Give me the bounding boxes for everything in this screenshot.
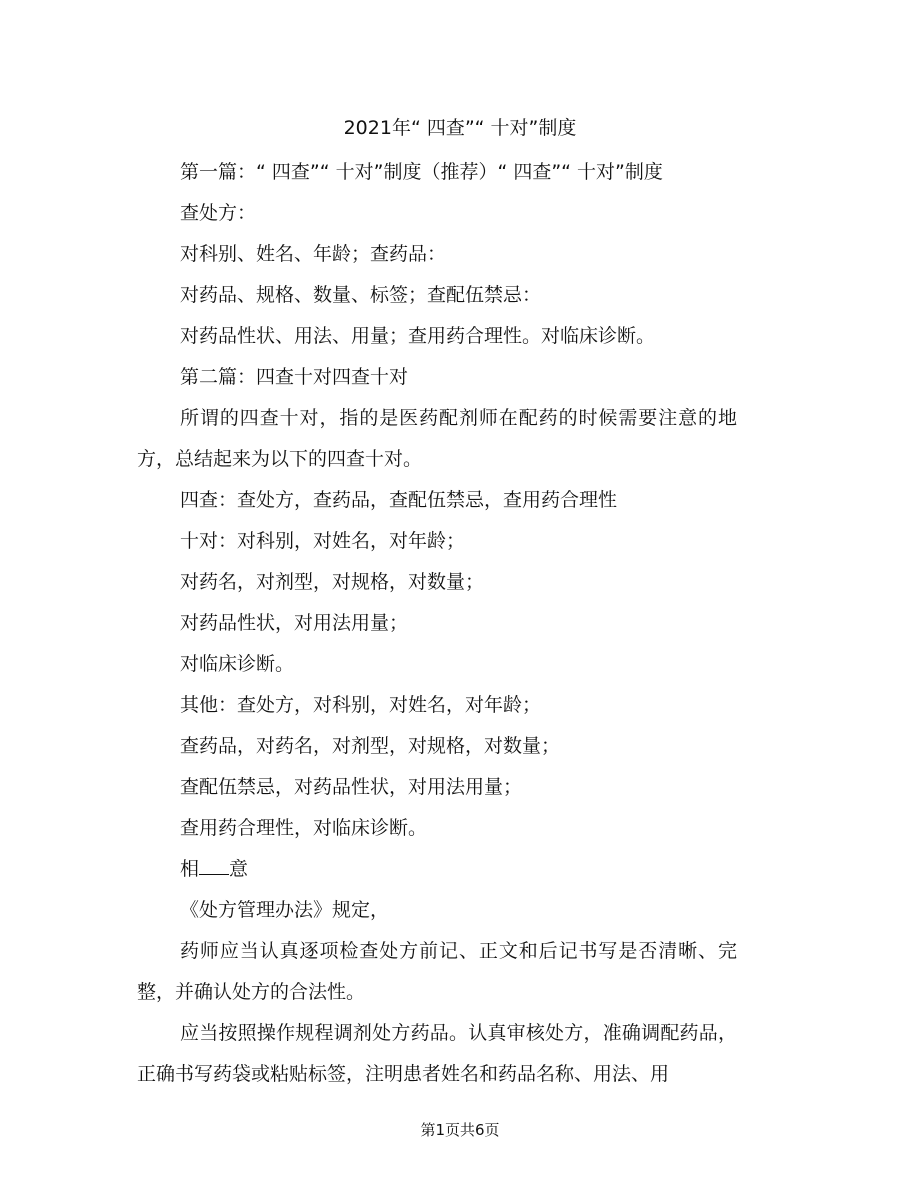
- paragraph: 应当按照操作规程调剂处方药品。认真审核处方，准确调配药品，正确书写药袋或粘贴标签，注明患者姓名和药品名称、用法、用: [137, 1022, 737, 1085]
- paragraph: 对临床诊断。: [180, 653, 295, 675]
- paragraph: 所谓的四查十对，指的是医药配剂师在配药的时候需要注意的地方，总结起来为以下的四查十对。: [137, 407, 737, 470]
- notice-suffix: 意: [229, 858, 249, 880]
- paragraph: 查配伍禁忌，对药品性状，对用法用量；: [180, 776, 523, 798]
- notice-heading: [137, 849, 737, 890]
- blank-line: [199, 856, 229, 875]
- paragraph: 十对：对科别，对姓名，对年龄；: [180, 530, 466, 552]
- paragraph: 对药品性状，对用法用量；: [180, 612, 409, 634]
- document-body: [137, 152, 737, 1095]
- document-title: 2021年“ 四查”“ 十对”制度: [343, 117, 577, 139]
- paragraph: 查用药合理性，对临床诊断。: [180, 817, 428, 839]
- paragraph: 第二篇：四查十对四查十对: [180, 366, 409, 388]
- paragraph: 四查：查处方，查药品，查配伍禁忌，查用药合理性: [180, 489, 618, 511]
- paragraph: 对药名，对剂型，对规格，对数量；: [180, 571, 485, 593]
- paragraph: 第一篇：“ 四查”“ 十对”制度（推荐）“ 四查”“ 十对”制度: [180, 161, 663, 183]
- notice-prefix: 相: [180, 858, 200, 880]
- paragraph: 其他：查处方，对科别，对姓名，对年龄；: [180, 694, 542, 716]
- page-footer: 第1页共6页: [420, 1121, 500, 1139]
- paragraph: 查处方：: [180, 202, 257, 224]
- paragraph: 对药品性状、用法、用量；查用药合理性。对临床诊断。: [180, 325, 656, 347]
- paragraph: 药师应当认真逐项检查处方前记、正文和后记书写是否清晰、完整，并确认处方的合法性。: [137, 940, 737, 1003]
- paragraph: 查药品，对药名，对剂型，对规格，对数量；: [180, 735, 561, 757]
- paragraph: 《处方管理办法》规定，: [180, 899, 390, 921]
- paragraph: 对科别、姓名、年龄；查药品：: [180, 243, 447, 265]
- paragraph: 对药品、规格、数量、标签；查配伍禁忌：: [180, 284, 542, 306]
